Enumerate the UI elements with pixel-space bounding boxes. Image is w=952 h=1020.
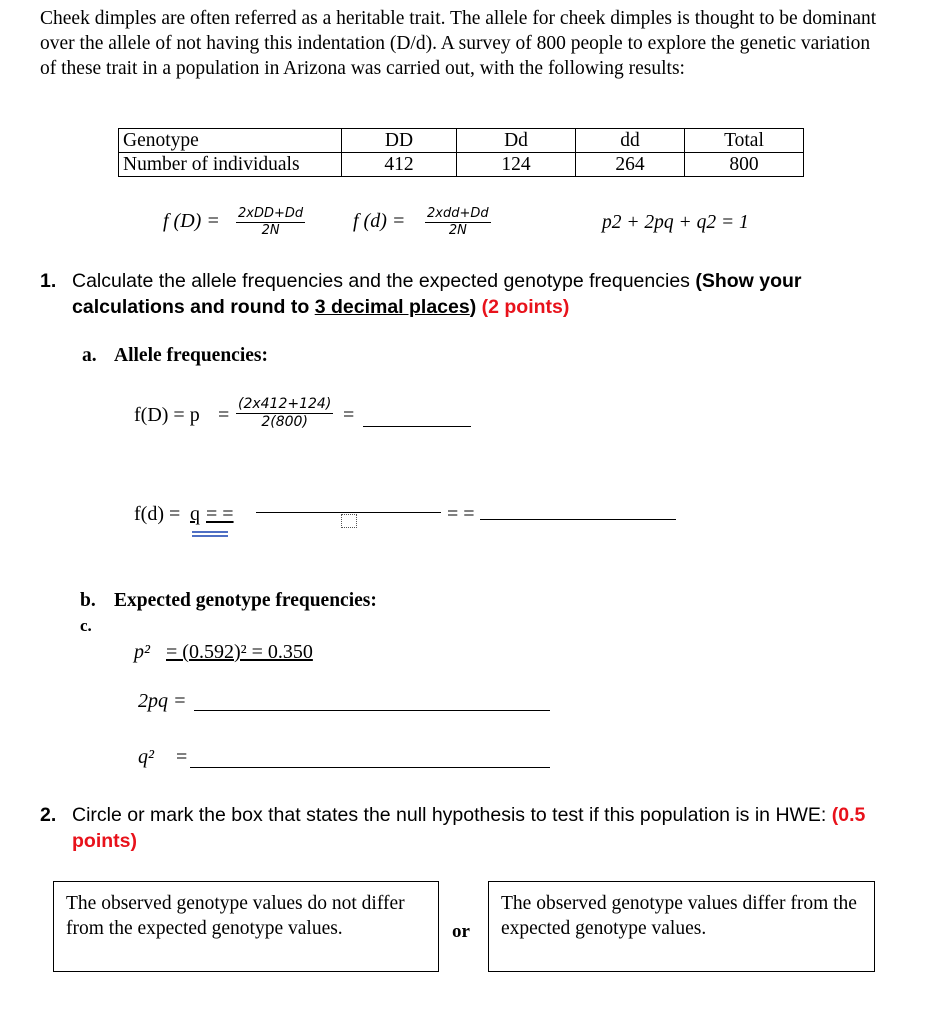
- formula-fd-denominator: 2N: [448, 223, 467, 238]
- formula-fD-lhs: f (D) =: [163, 210, 220, 232]
- formula-fD-fraction: [236, 206, 305, 238]
- intro-paragraph: Cheek dimples are often referred as a heritable trait. The allele for cheek dimples is thought to be dominant over the allele of not having this indentation (D/d). A survey of 800 people to explore the genetic variation of these trait in a population in Arizona was carried out, with the following results:: [40, 8, 877, 79]
- table-cell: 800: [685, 153, 804, 177]
- q1-points: (2 points): [481, 296, 570, 318]
- table-cell: Number of individuals: [119, 153, 342, 177]
- genotype-table: [118, 128, 804, 177]
- q2-equals: =: [176, 746, 188, 768]
- fd-equals-2: = =: [447, 503, 475, 525]
- formula-fD-numerator: 2xDD+Dd: [238, 206, 304, 221]
- fD-answer-blank[interactable]: [363, 426, 471, 427]
- fd-fraction-line[interactable]: [256, 512, 441, 513]
- table-row-values: [119, 153, 804, 177]
- part-a-label: a.: [82, 345, 97, 366]
- table-cell: DD: [342, 129, 457, 153]
- table-cell: dd: [576, 129, 685, 153]
- option-box-differ[interactable]: The observed genotype values differ from the expected genotype values.: [488, 881, 875, 972]
- p2-rhs: = (0.592)² = 0.350: [166, 641, 313, 663]
- table-row-header: [119, 129, 804, 153]
- spellcheck-underline: [192, 531, 228, 533]
- formula-fd-lhs: f (d) =: [353, 210, 406, 232]
- q2-answer-blank[interactable]: [190, 767, 550, 768]
- table-cell: Total: [685, 129, 804, 153]
- fD-equals-2: =: [343, 404, 355, 426]
- formula-fD-denominator: 2N: [261, 223, 280, 238]
- formula-fd-fraction: [425, 206, 491, 238]
- q2-number: 2.: [40, 804, 57, 826]
- fD-equals: =: [218, 404, 230, 426]
- fd-equals: = =: [206, 503, 234, 525]
- hwe-equation: p2 + 2pq + q2 = 1: [602, 212, 749, 233]
- q2-lhs: q²: [138, 746, 154, 768]
- q2-text: Circle or mark the box that states the null hypothesis to test if this population is in HWE: (0.5: [72, 804, 866, 826]
- or-label: or: [452, 921, 470, 942]
- fD-calc-fraction: [236, 396, 333, 430]
- table-cell: 412: [342, 153, 457, 177]
- twopq-lhs: 2pq =: [138, 690, 187, 712]
- table-cell: 264: [576, 153, 685, 177]
- option-box-no-difference[interactable]: The observed genotype values do not differ from the expected genotype values.: [53, 881, 439, 972]
- fd-answer-blank[interactable]: [480, 519, 676, 520]
- p2-lhs: p²: [134, 641, 150, 663]
- part-b-label: b.: [80, 590, 96, 611]
- q1-number: 1.: [40, 270, 57, 292]
- part-a-title: Allele frequencies:: [114, 345, 268, 366]
- fD-calc-numerator: (2x412+124): [238, 396, 332, 412]
- q1-text-line2: calculations and round to 3 decimal places) (2 points): [72, 296, 570, 318]
- placeholder-box-icon[interactable]: [341, 514, 357, 528]
- formula-fd-numerator: 2xdd+Dd: [427, 206, 489, 221]
- fD-calc-denominator: 2(800): [261, 414, 308, 430]
- fD-p-lhs: f(D) = p: [134, 404, 200, 426]
- part-b-title: Expected genotype frequencies:: [114, 590, 377, 611]
- twopq-answer-blank[interactable]: [194, 710, 550, 711]
- table-cell: Genotype: [119, 129, 342, 153]
- spellcheck-underline: [192, 535, 228, 537]
- q2-points: points): [72, 830, 137, 852]
- table-cell: Dd: [457, 129, 576, 153]
- part-c-label: c.: [80, 616, 92, 635]
- table-cell: 124: [457, 153, 576, 177]
- fd-lhs: f(d) =: [134, 503, 181, 525]
- q1-text: Calculate the allele frequencies and the expected genotype frequencies (Show your: [72, 270, 802, 292]
- fd-q: q: [190, 503, 200, 525]
